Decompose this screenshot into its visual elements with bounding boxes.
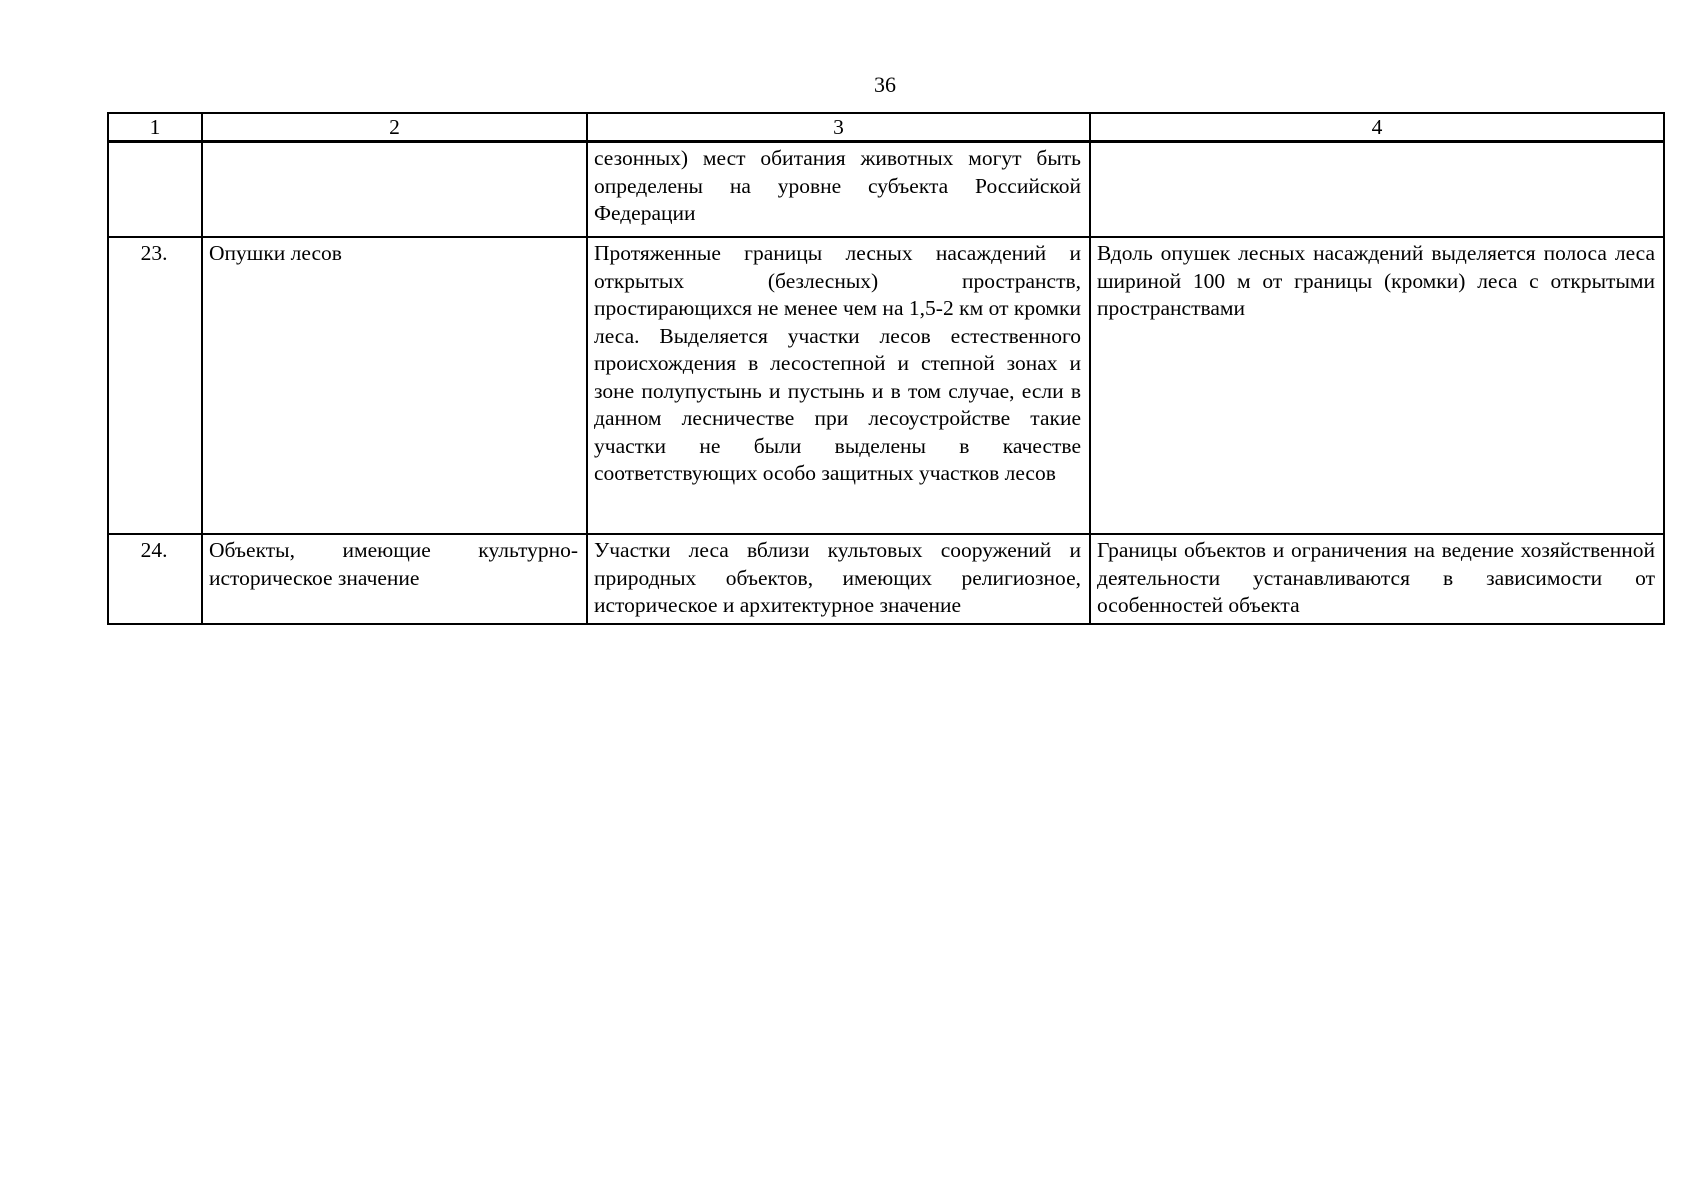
row-measures: Вдоль опушек лесных насаждений выделяется полоса леса шириной 100 м от границы (кромки) леса с открытыми пространствами <box>1090 237 1664 534</box>
row-name: Объекты, имеющие культурно-историческое значение <box>202 534 587 624</box>
row-measures: Границы объектов и ограничения на ведение хозяйственной деятельности устанавливаются в зависимости от особенностей объекта <box>1090 534 1664 624</box>
row-number: 24. <box>108 534 202 624</box>
row-name <box>202 142 587 238</box>
document-table <box>107 112 1665 625</box>
column-header-2: 2 <box>202 113 587 142</box>
row-description: Протяженные границы лесных насаждений и открытых (безлесных) пространств, простирающихся не менее чем на 1,5-2 км от кромки леса. Выделяется участки лесов естественного происхождения в лесостепной и степной зонах и зоне полупустынь и пустынь и в том случае, если в данном лесничестве при лесоустройстве такие участки не были выделены в качестве соответствующих особо защитных участков лесов <box>587 237 1090 534</box>
column-header-3: 3 <box>587 113 1090 142</box>
column-header-4: 4 <box>1090 113 1664 142</box>
page-number: 36 <box>874 72 896 97</box>
table-header-row <box>108 113 1664 142</box>
row-number: 23. <box>108 237 202 534</box>
row-number <box>108 142 202 238</box>
row-description: сезонных) мест обитания животных могут быть определены на уровне субъекта Российской Федерации <box>587 142 1090 238</box>
row-description: Участки леса вблизи культовых сооружений и природных объектов, имеющих религиозное, историческое и архитектурное значение <box>587 534 1090 624</box>
row-measures <box>1090 142 1664 238</box>
table-row <box>108 237 1664 534</box>
table-row <box>108 534 1664 624</box>
row-name: Опушки лесов <box>202 237 587 534</box>
table-row <box>108 142 1664 238</box>
column-header-1: 1 <box>108 113 202 142</box>
